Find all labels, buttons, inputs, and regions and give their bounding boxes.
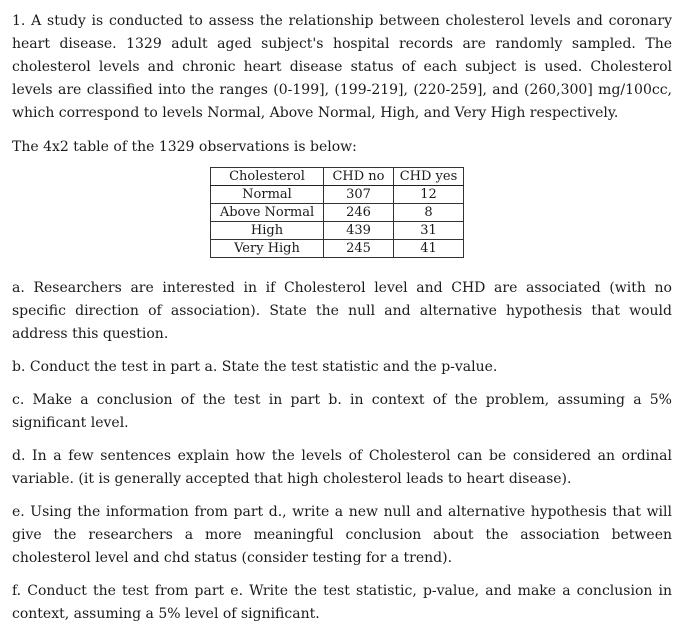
cell-chd-no: 439 [324,222,394,240]
table-header-row [211,168,464,186]
problem-document [12,10,672,626]
observation-table [210,167,464,258]
header-chd-no: CHD no [324,168,394,186]
question-d: d. In a few sentences explain how the levels of Cholesterol can be considered an ordinal variable. (it is generally accepted that high cholesterol leads to heart disease). [12,448,672,487]
question-e: e. Using the information from part d., write a new null and alternative hypothesis that will give the researchers a more meaningful conclusion about the association between cholesterol level and chd status (consider testing for a trend). [12,504,672,566]
table-row [211,240,464,258]
cell-chd-no: 307 [324,186,394,204]
question-b: b. Conduct the test in part a. State the test statistic and the p-value. [12,359,498,375]
cell-chd-no: 246 [324,204,394,222]
table-row [211,204,464,222]
table-row [211,186,464,204]
question-f: f. Conduct the test from part e. Write the test statistic, p-value, and make a conclusion in context, assuming a 5% level of significant. [12,583,672,622]
cell-chd-no: 245 [324,240,394,258]
cell-chd-yes: 12 [394,186,464,204]
problem-intro: 1. A study is conducted to assess the relationship between cholesterol levels and coronary heart disease. 1329 adult aged subject's hospital records are randomly sampled. The cholesterol levels and chronic heart disease status of each subject is used. Cholesterol levels are classified into the ranges (0-199], (199-219], (220-259], and (260,300] mg/100cc, which correspond to levels Normal, Above Normal, High, and Very High respectively. [12,13,672,121]
cell-level: High [211,222,324,240]
table-lead-text: The 4x2 table of the 1329 observations is below: [12,139,357,155]
cell-level: Normal [211,186,324,204]
question-a: a. Researchers are interested in if Cholesterol level and CHD are associated (with no specific direction of association). State the null and alternative hypothesis that would address this question. [12,280,672,342]
cell-chd-yes: 31 [394,222,464,240]
header-cholesterol: Cholesterol [211,168,324,186]
cell-chd-yes: 8 [394,204,464,222]
table-row [211,222,464,240]
cell-chd-yes: 41 [394,240,464,258]
header-chd-yes: CHD yes [394,168,464,186]
observation-table-wrapper [210,167,672,258]
question-c: c. Make a conclusion of the test in part b. in context of the problem, assuming a 5% significant level. [12,392,672,431]
cell-level: Above Normal [211,204,324,222]
cell-level: Very High [211,240,324,258]
